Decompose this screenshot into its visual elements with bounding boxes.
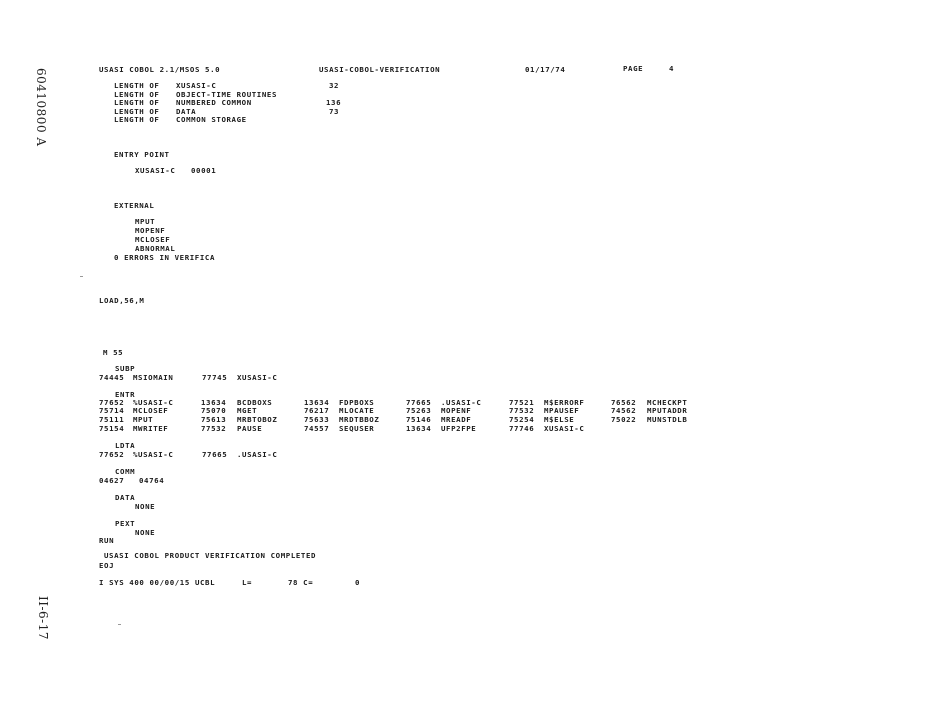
length-label: LENGTH OF: [114, 107, 160, 116]
comm-value: 04627: [99, 476, 125, 485]
entr-address: 75146: [406, 415, 432, 424]
length-label: LENGTH OF: [114, 81, 160, 90]
pext-heading: PEXT: [115, 519, 136, 528]
entr-name: .USASI-C: [441, 398, 482, 407]
entr-address: 77652: [99, 398, 125, 407]
entr-name: MGET: [237, 406, 258, 415]
ldta-address: 77665: [202, 450, 228, 459]
length-item: OBJECT-TIME ROUTINES: [176, 90, 277, 99]
length-label: LENGTH OF: [114, 90, 160, 99]
entr-name: MRDTBBOZ: [339, 415, 380, 424]
entr-address: 74562: [611, 406, 637, 415]
external-item: MCLOSEF: [135, 235, 171, 244]
ldta-name: %USASI-C: [133, 450, 174, 459]
subp-address: 74445: [99, 373, 125, 382]
data-value: NONE: [135, 502, 156, 511]
sys-c-value: 0: [355, 578, 361, 587]
entr-address: 75254: [509, 415, 535, 424]
entr-address: 75613: [201, 415, 227, 424]
load-command: LOAD,56,M: [99, 296, 145, 305]
sys-line: I SYS 400 00/00/15 UCBL: [99, 578, 216, 587]
ldta-address: 77652: [99, 450, 125, 459]
document-id: 60410800 A: [34, 68, 48, 147]
subp-address: 77745: [202, 373, 228, 382]
length-item: DATA: [176, 107, 197, 116]
external-item: MOPENF: [135, 226, 166, 235]
entr-name: MREADF: [441, 415, 472, 424]
ldta-name: .USASI-C: [237, 450, 278, 459]
entr-address: 75633: [304, 415, 330, 424]
entr-address: 77521: [509, 398, 535, 407]
entr-name: M$ELSE: [544, 415, 575, 424]
eoj-line: EOJ: [99, 561, 115, 570]
ldta-heading: LDTA: [115, 441, 136, 450]
external-item: ABNORMAL: [135, 244, 176, 253]
data-heading: DATA: [115, 493, 136, 502]
length-label: LENGTH OF: [114, 115, 160, 124]
sys-l-label: L=: [242, 578, 253, 587]
header-page-label: PAGE: [623, 64, 644, 73]
header-date: 01/17/74: [525, 65, 566, 74]
entr-address: 75263: [406, 406, 432, 415]
entr-name: %USASI-C: [133, 398, 174, 407]
comm-value: 04764: [139, 476, 165, 485]
external-heading: EXTERNAL: [114, 201, 155, 210]
length-value: 73: [329, 107, 340, 116]
pext-value: NONE: [135, 528, 156, 537]
entry-point-name: XUSASI-C: [135, 166, 176, 175]
length-value: 32: [329, 81, 340, 90]
subp-name: MSIOMAIN: [133, 373, 174, 382]
entr-name: MLOCATE: [339, 406, 375, 415]
entr-name: SEQUSER: [339, 424, 375, 433]
length-item: NUMBERED COMMON: [176, 98, 252, 107]
entr-name: PAUSE: [237, 424, 263, 433]
run-command: RUN: [99, 536, 115, 545]
entr-address: 75022: [611, 415, 637, 424]
page-reference: II-6-17: [36, 596, 50, 640]
entr-address: 75154: [99, 424, 125, 433]
entr-heading: ENTR: [115, 390, 136, 399]
entr-address: 76562: [611, 398, 637, 407]
entr-name: MWRITEF: [133, 424, 169, 433]
entr-address: 75111: [99, 415, 125, 424]
comm-heading: COMM: [115, 467, 136, 476]
entr-address: 74557: [304, 424, 330, 433]
entr-name: MUNSTDLB: [647, 415, 688, 424]
length-item: XUSASI-C: [176, 81, 217, 90]
entr-name: M$ERRORF: [544, 398, 585, 407]
entr-address: 75070: [201, 406, 227, 415]
errors-line: 0 ERRORS IN VERIFICA: [114, 253, 215, 262]
sys-c-label: 78 C=: [288, 578, 314, 587]
entr-name: MPUTADDR: [647, 406, 688, 415]
entr-address: 77532: [509, 406, 535, 415]
speck-mark: [80, 276, 83, 277]
header-program: USASI COBOL 2.1/MSOS 5.0: [99, 65, 221, 74]
header-title: USASI-COBOL-VERIFICATION: [319, 65, 441, 74]
entr-address: 13634: [201, 398, 227, 407]
entr-address: 77665: [406, 398, 432, 407]
length-label: LENGTH OF: [114, 98, 160, 107]
entr-name: UFP2FPE: [441, 424, 477, 433]
length-value: 136: [326, 98, 342, 107]
entr-address: 75714: [99, 406, 125, 415]
completion-message: USASI COBOL PRODUCT VERIFICATION COMPLETED: [104, 551, 317, 560]
entr-name: MCHECKPT: [647, 398, 688, 407]
entr-name: FDPBOXS: [339, 398, 375, 407]
entr-name: XUSASI-C: [544, 424, 585, 433]
entr-name: MPUT: [133, 415, 154, 424]
entr-address: 76217: [304, 406, 330, 415]
subp-name: XUSASI-C: [237, 373, 278, 382]
speck-mark: [118, 624, 121, 625]
entry-point-heading: ENTRY POINT: [114, 150, 170, 159]
external-item: MPUT: [135, 217, 156, 226]
entr-name: MRBTOBOZ: [237, 415, 278, 424]
entr-address: 13634: [304, 398, 330, 407]
subp-heading: SUBP: [115, 364, 136, 373]
entr-name: MCLOSEF: [133, 406, 169, 415]
map-command: M 55: [103, 348, 124, 357]
entr-name: MPAUSEF: [544, 406, 580, 415]
entr-address: 77746: [509, 424, 535, 433]
entr-name: BCDBOXS: [237, 398, 273, 407]
entry-point-value: 00001: [191, 166, 217, 175]
length-item: COMMON STORAGE: [176, 115, 247, 124]
entr-name: MOPENF: [441, 406, 472, 415]
header-page-number: 4: [669, 64, 675, 73]
entr-address: 77532: [201, 424, 227, 433]
entr-address: 13634: [406, 424, 432, 433]
